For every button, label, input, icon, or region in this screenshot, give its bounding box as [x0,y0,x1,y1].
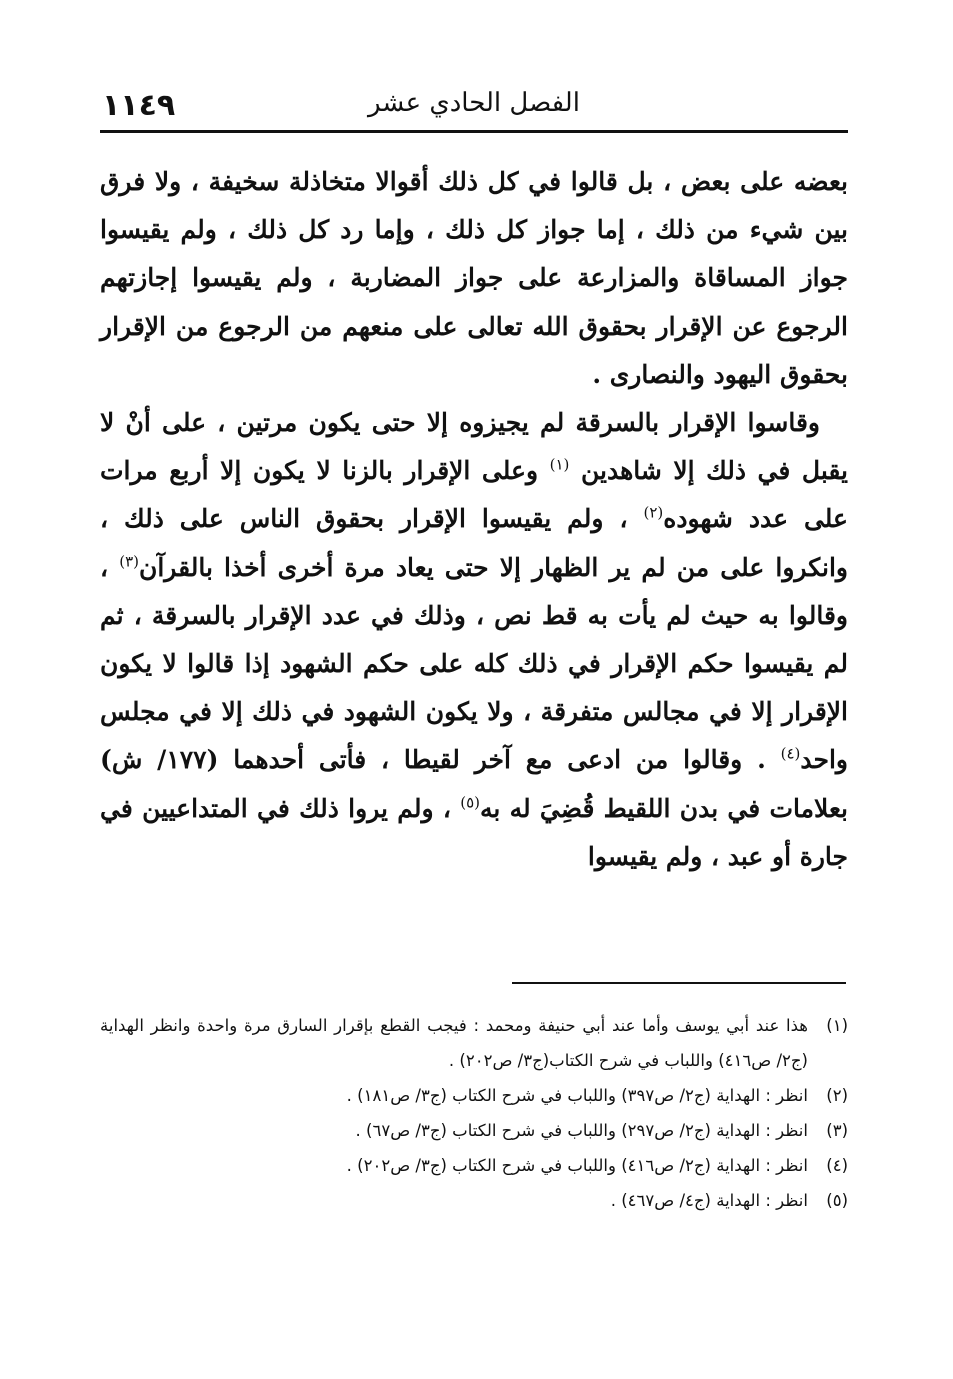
header-rule [100,130,848,133]
footnote-separator [512,982,846,984]
footnote-number: (٢) [826,1086,848,1105]
footnote-ref-5[interactable]: (٥) [460,793,480,812]
footnote-ref-3[interactable]: (٣) [119,552,139,571]
footnote-text: انظر : الهداية (ج٤/ ص٤٦٧) . [610,1191,808,1210]
footnote-3 [100,1113,848,1148]
paragraph-1 [100,158,848,399]
paragraph-2-text-d: ، وقالوا به حيث لم يأت به قط نص ، وذلك في عدد الإقرار بالسرقة ، ثم لم يقيسوا حكم الإقرار في ذلك كله على حكم الشهود إذا قالوا لا يكون الإقرار إلا في مجالس متفرقة ، ولا يكون الشهود في ذلك إلا في مجلس واحد [100,552,848,775]
paragraph-2 [100,399,848,881]
footnote-number: (٥) [826,1191,848,1210]
paragraph-2-text-e: . وقالوا من ادعى مع آخر لقيطا ، فأتى أحدهما (١٧٧/ ش) بعلامات في بدن اللقيط قُضِيَ له به [100,745,848,823]
paragraph-2-text-a: وقاسوا الإقرار بالسرقة لم يجيزوه إلا حتى يكون مرتين ، على أنْ لا يقبل في ذلك إلا شاهدين [100,408,848,486]
footnote-1 [100,1008,848,1078]
footnote-5 [100,1183,848,1218]
footnote-number: (٣) [826,1121,848,1140]
page-number: ١١٤٩ [102,88,176,123]
footnote-number: (٤) [826,1156,848,1175]
footnote-number: (١) [826,1016,848,1035]
paragraph-2-text-c: ، ولم يقيسوا الإقرار بحقوق الناس على ذلك ، وانكروا على من لم ير الظهار إلا حتى يعاد مرة أخرى أخذا بالقرآن [100,504,848,582]
paragraph-2-text-f: ، ولم يروا ذلك في المتداعيين في جارة أو عبد ، ولم يقيسوا [100,793,848,871]
footnote-2 [100,1078,848,1113]
footnote-ref-2[interactable]: (٢) [643,504,664,523]
footnote-text: انظر : الهداية (ج٢/ ص٤١٦) واللباب في شرح الكتاب (ج٣/ ص٢٠٢) . [346,1156,808,1175]
main-text [100,158,848,881]
footnote-text: انظر : الهداية (ج٢/ ص٣٩٧) واللباب في شرح الكتاب (ج٣/ ص١٨١) . [346,1086,808,1105]
footnote-ref-1[interactable]: (١) [549,455,570,474]
footnote-text: انظر : الهداية (ج٢/ ص٢٩٧) واللباب في شرح الكتاب (ج٣/ ص٦٧) . [355,1121,808,1140]
page-header [100,82,848,132]
paragraph-2-text-b: وعلى الإقرار بالزنا لا يكون إلا أربع مرات على عدد شهوده [100,456,848,534]
footnote-ref-4[interactable]: (٤) [780,745,801,764]
footnote-text: هذا عند أبي يوسف وأما عند أبي حنيفة ومحمد : فيجب القطع بإقرار السارق مرة واحدة وانظر الهداية (ج٢/ ص٤١٦) واللباب في شرح الكتاب(ج٣/ ص٢٠٢) . [100,1016,808,1070]
running-title: الفصل الحادي عشر [368,88,580,118]
paragraph-1-text: بعضه على بعض ، بل قالوا في كل ذلك أقوالا متخاذلة سخيفة ، ولا فرق بين شيء من ذلك ، إما جواز كل ذلك ، وإما رد كل ذلك ، ولم يقيسوا جواز المساقاة والمزارعة على جواز المضاربة ، ولم يقيسوا إجازتهم الرجوع عن الإقرار بحقوق الله تعالى على منعهم من الرجوع من الإقرار بحقوق اليهود والنصارى . [100,167,848,389]
footnotes-list [100,1008,848,1218]
footnote-4 [100,1148,848,1183]
